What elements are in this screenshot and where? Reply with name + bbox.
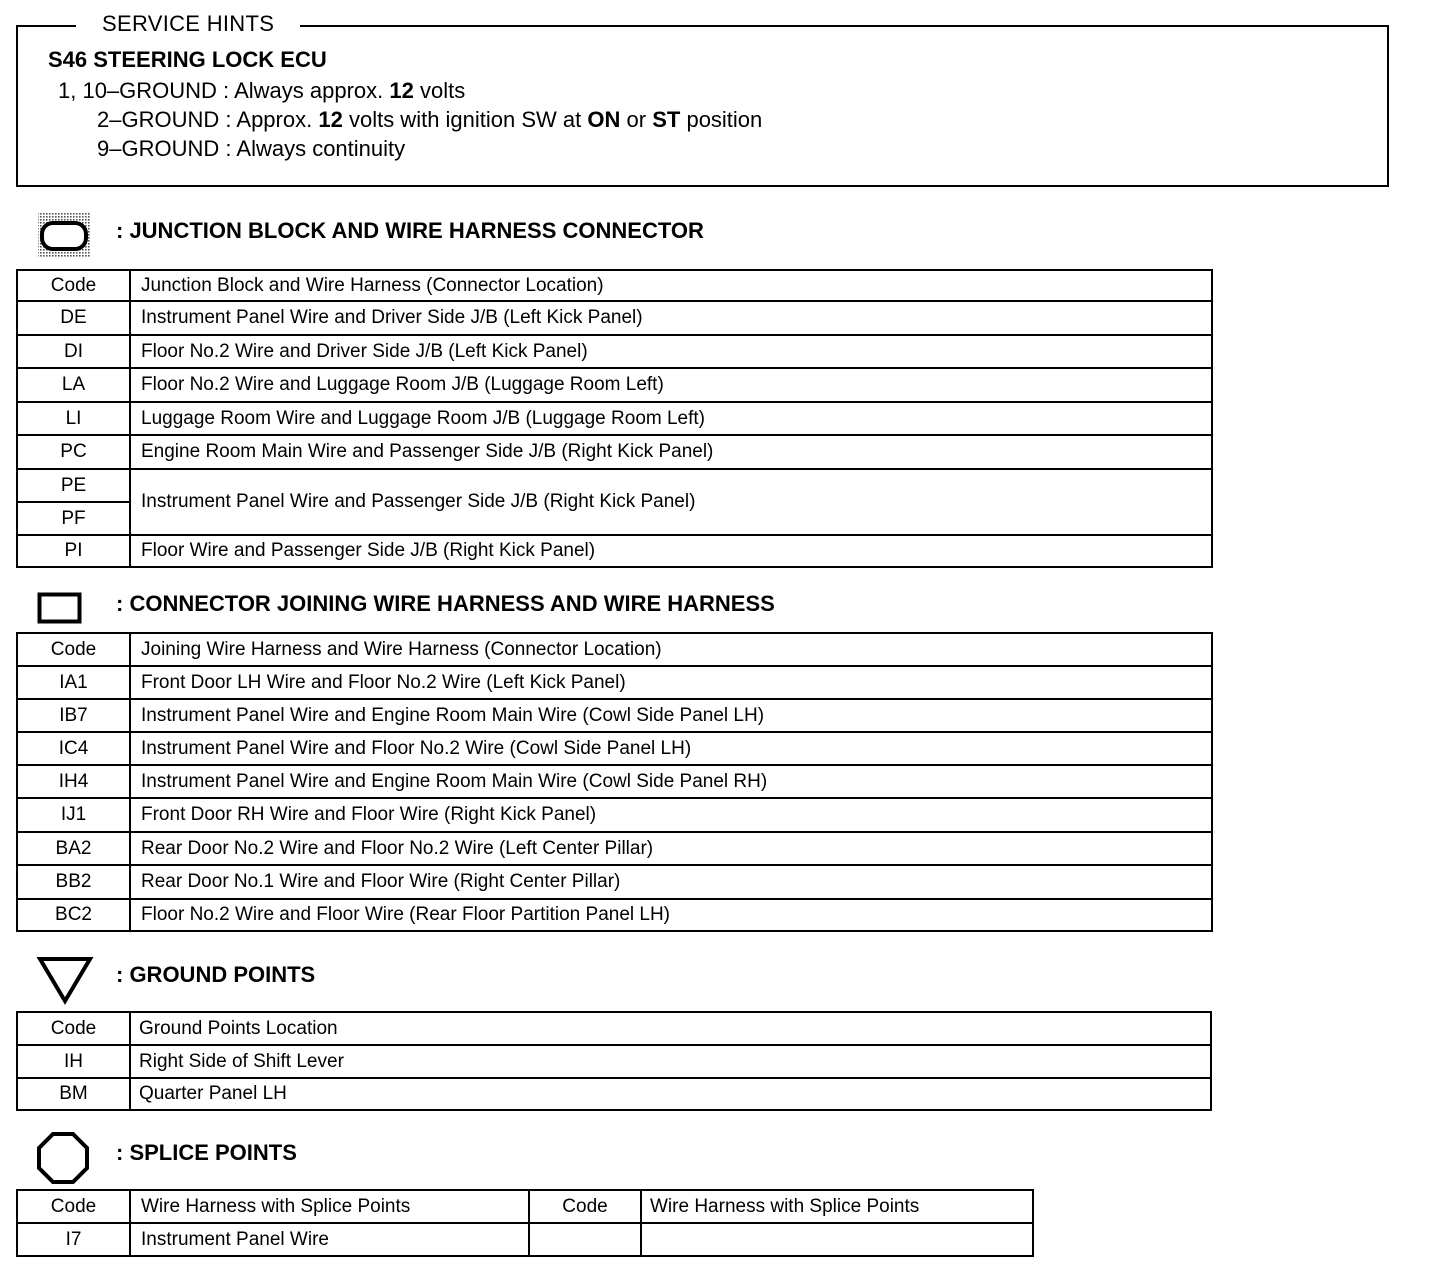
row-code: IH [17,1045,130,1078]
row-code: I7 [17,1223,130,1256]
ground-triangle-icon [36,955,94,1005]
hint-text: volts [420,78,466,103]
hint-line-2 [97,106,762,134]
table-row [17,1045,1211,1078]
row-code: PI [17,535,130,567]
row-code [529,1223,641,1256]
connector-table [16,632,1213,932]
table-row [17,765,1212,798]
row-desc: Floor No.2 Wire and Luggage Room J/B (Luggage Room Left) [130,368,1212,402]
row-code: BC2 [17,899,130,931]
hint-value: ON [587,107,621,132]
row-desc: Instrument Panel Wire and Floor No.2 Wire (Cowl Side Panel LH) [130,732,1212,765]
row-desc: Rear Door No.2 Wire and Floor No.2 Wire (Left Center Pillar) [130,832,1212,865]
ground-section-title: : GROUND POINTS [116,962,316,987]
header-desc: Wire Harness with Splice Points [130,1190,529,1223]
junction-table [16,269,1213,568]
junction-block-icon [37,210,91,260]
row-desc: Engine Room Main Wire and Passenger Side J/B (Right Kick Panel) [130,435,1212,469]
header-desc: Joining Wire Harness and Wire Harness (Connector Location) [130,633,1212,666]
row-desc: Instrument Panel Wire and Engine Room Main Wire (Cowl Side Panel RH) [130,765,1212,798]
header-desc: Junction Block and Wire Harness (Connector Location) [130,270,1212,301]
row-desc: Instrument Panel Wire and Passenger Side J/B (Right Kick Panel) [130,469,1212,535]
row-code: BA2 [17,832,130,865]
table-row [17,368,1212,402]
header-code: Code [17,1012,130,1045]
hint-text: Approx. [236,107,313,132]
hint-text: Always approx. [234,78,384,103]
row-code: PC [17,435,130,469]
row-desc: Floor No.2 Wire and Driver Side J/B (Left Kick Panel) [130,335,1212,368]
row-code: LA [17,368,130,402]
row-code: BB2 [17,865,130,899]
row-desc: Front Door LH Wire and Floor No.2 Wire (Left Kick Panel) [130,666,1212,699]
table-row [17,335,1212,368]
row-code: IJ1 [17,798,130,832]
row-desc: Front Door RH Wire and Floor Wire (Right Kick Panel) [130,798,1212,832]
splice-octagon-icon [36,1131,90,1185]
table-header-row [17,270,1212,301]
row-code: DE [17,301,130,335]
hint-value: ST [652,107,681,132]
row-desc: Luggage Room Wire and Luggage Room J/B (Luggage Room Left) [130,402,1212,435]
table-row [17,832,1212,865]
row-desc [641,1223,1033,1256]
row-desc: Quarter Panel LH [130,1078,1211,1110]
ground-table [16,1011,1212,1111]
row-desc: Right Side of Shift Lever [130,1045,1211,1078]
hint-pin: 9–GROUND : [97,136,232,161]
row-code: IB7 [17,699,130,732]
table-row [17,865,1212,899]
junction-section-title: : JUNCTION BLOCK AND WIRE HARNESS CONNECTOR [116,218,704,243]
table-row [17,666,1212,699]
row-desc: Rear Door No.1 Wire and Floor Wire (Right Center Pillar) [130,865,1212,899]
connector-section-title: : CONNECTOR JOINING WIRE HARNESS AND WIRE HARNESS [116,591,775,616]
hint-line-3 [97,135,405,163]
header-desc: Wire Harness with Splice Points [641,1190,1033,1223]
splice-table [16,1189,1034,1257]
table-row [17,732,1212,765]
table-row [17,301,1212,335]
hint-text: Always continuity [236,136,406,161]
table-row [17,469,1212,502]
hint-text: position [686,107,763,132]
hint-line-1 [58,77,465,105]
header-code: Code [17,270,130,301]
table-row [17,699,1212,732]
row-code: IC4 [17,732,130,765]
row-code: IA1 [17,666,130,699]
table-row [17,535,1212,567]
hint-value: 12 [318,107,343,132]
row-desc: Instrument Panel Wire and Driver Side J/B (Left Kick Panel) [130,301,1212,335]
row-code: PF [17,502,130,535]
table-row [17,1223,1033,1256]
row-desc: Instrument Panel Wire [130,1223,529,1256]
row-code: IH4 [17,765,130,798]
header-code: Code [17,633,130,666]
table-row [17,402,1212,435]
row-desc: Floor No.2 Wire and Floor Wire (Rear Floor Partition Panel LH) [130,899,1212,931]
splice-section-title: : SPLICE POINTS [116,1140,297,1165]
header-desc: Ground Points Location [130,1012,1211,1045]
row-code: BM [17,1078,130,1110]
hint-pin: 2–GROUND : [97,107,232,132]
table-row [17,435,1212,469]
row-code: LI [17,402,130,435]
row-code: PE [17,469,130,502]
connector-icon [37,590,83,626]
hint-text: or [626,107,647,132]
row-code: DI [17,335,130,368]
table-header-row [17,633,1212,666]
service-hints-title: SERVICE HINTS [76,10,300,38]
table-row [17,899,1212,931]
row-desc: Floor Wire and Passenger Side J/B (Right Kick Panel) [130,535,1212,567]
hint-text: volts with ignition SW at [348,107,582,132]
row-desc: Instrument Panel Wire and Engine Room Main Wire (Cowl Side Panel LH) [130,699,1212,732]
header-code: Code [17,1190,130,1223]
component-title: S46 STEERING LOCK ECU [48,47,327,72]
hint-value: 12 [389,78,414,103]
header-code: Code [529,1190,641,1223]
hint-pin: 1, 10–GROUND : [58,78,230,103]
table-row [17,798,1212,832]
table-header-row [17,1012,1211,1045]
table-header-row [17,1190,1033,1223]
table-row [17,1078,1211,1110]
